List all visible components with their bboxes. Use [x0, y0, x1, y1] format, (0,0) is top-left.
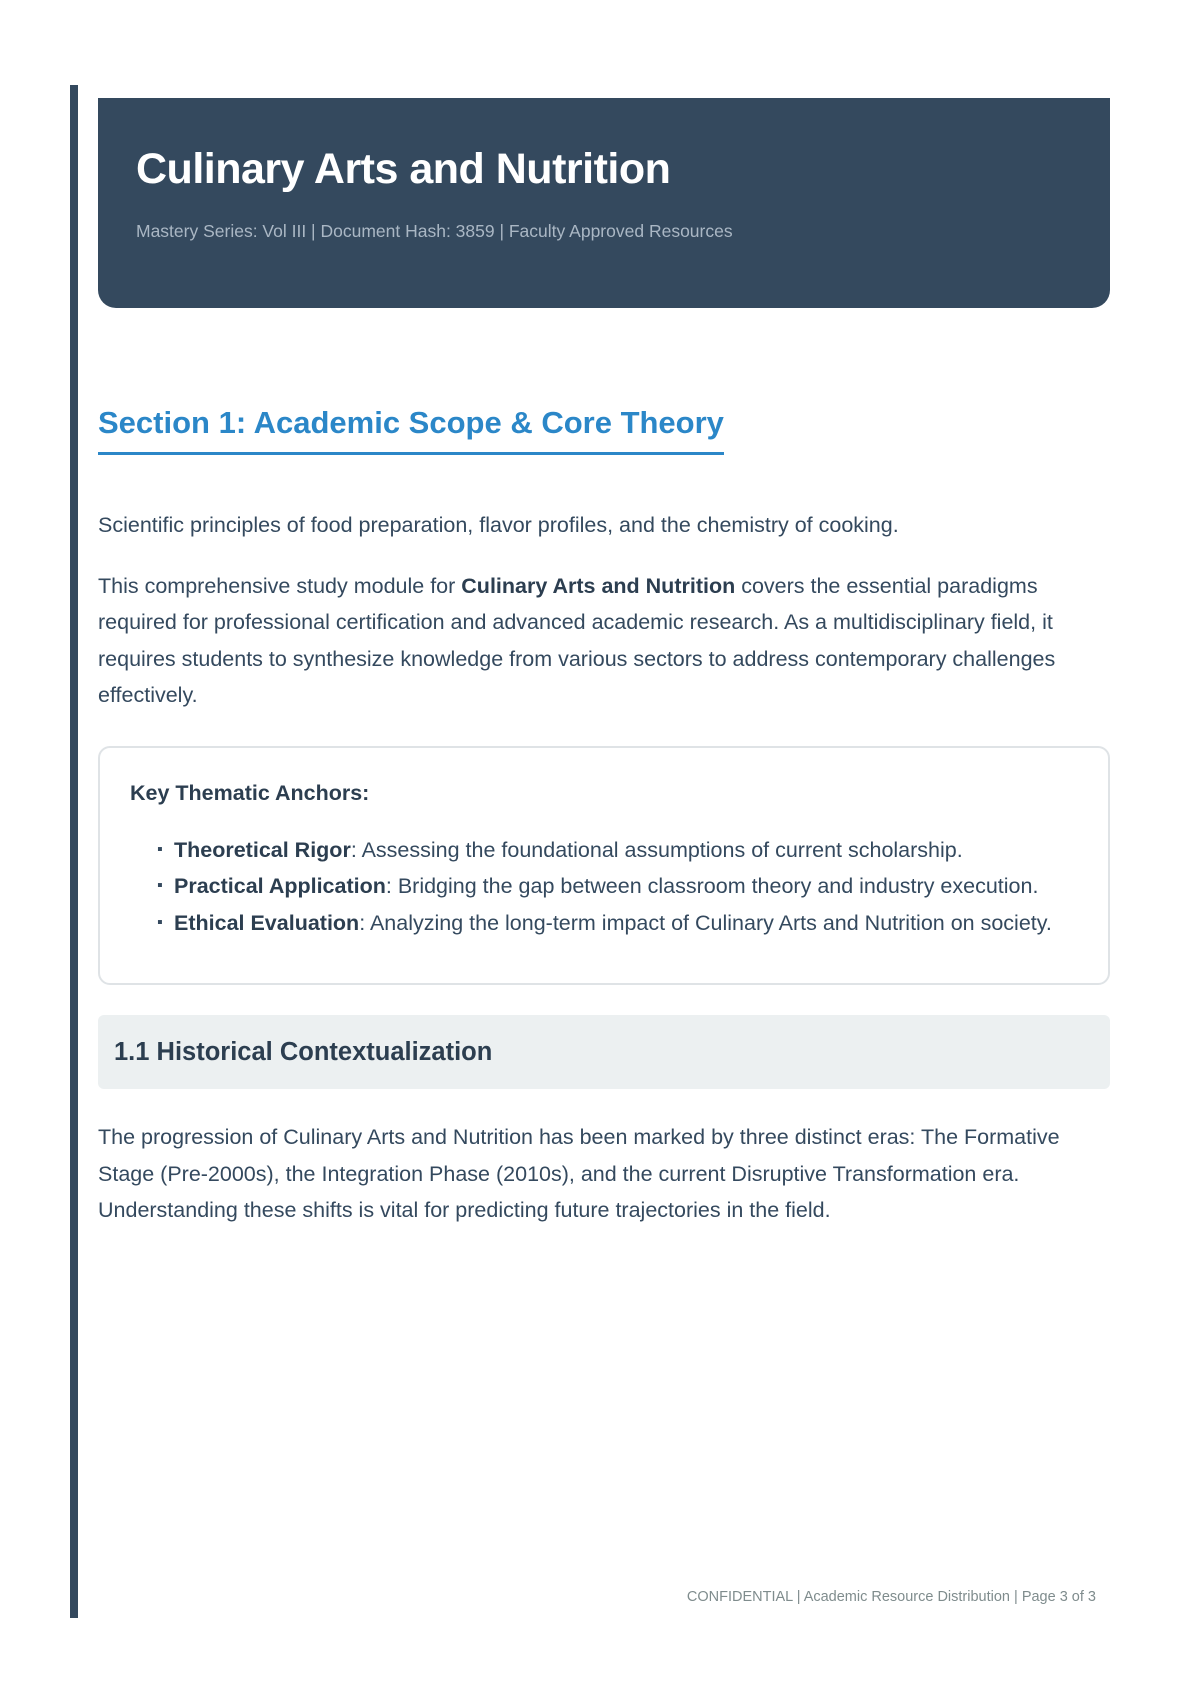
anchor-text: : Assessing the foundational assumptions of current scholarship. [350, 837, 963, 862]
section-title: Section 1: Academic Scope & Core Theory [98, 400, 724, 455]
anchor-text: : Analyzing the long-term impact of Culinary Arts and Nutrition on society. [359, 910, 1052, 935]
anchor-term: Ethical Evaluation [174, 910, 360, 935]
list-item [157, 832, 1076, 869]
subsection-heading-bar [98, 1015, 1110, 1089]
key-anchors-box [98, 746, 1110, 986]
page-footer: CONFIDENTIAL | Academic Resource Distribution | Page 3 of 3 [686, 1589, 1096, 1605]
section-intro [98, 568, 1110, 714]
document-meta: Mastery Series: Vol III | Document Hash: 3859 | Faculty Approved Resources [136, 221, 733, 241]
document-body [98, 400, 1110, 1229]
key-anchors-title: Key Thematic Anchors: [130, 780, 370, 805]
bullet-icon: ▪ [157, 877, 163, 894]
bullet-icon: ▪ [157, 840, 163, 858]
intro-suffix: covers the essential paradigms required for professional certification and advanced academic research. As a multidisciplinary field, it requires students to synthesize knowledge from various sectors to address contemporary challenges effectively. [98, 573, 1056, 707]
list-item [157, 905, 1076, 942]
list-item [157, 868, 1076, 905]
intro-subject: Culinary Arts and Nutrition [461, 573, 736, 598]
left-accent-bar [70, 85, 78, 1618]
section-lead: Scientific principles of food preparation, flavor profiles, and the chemistry of cooking. [98, 513, 899, 537]
anchor-text: : Bridging the gap between classroom theory and industry execution. [385, 874, 1039, 898]
subsection-body: The progression of Culinary Arts and Nutrition has been marked by three distinct eras: The Formative Stage (Pre-2000s), the Integration Phase (2010s), and the current Disruptive Transformation era. Understanding these shifts is vital for predicting future trajectories in the field. [98, 1125, 1060, 1222]
anchor-term: Practical Application [174, 874, 386, 898]
document-title: Culinary Arts and Nutrition [136, 145, 671, 193]
subsection-title: 1.1 Historical Contextualization [114, 1038, 493, 1066]
bullet-icon: ▪ [157, 913, 163, 931]
key-anchors-list [130, 832, 1076, 942]
intro-prefix: This comprehensive study module for [98, 573, 462, 598]
document-header [98, 98, 1110, 308]
anchor-term: Theoretical Rigor [174, 837, 351, 862]
